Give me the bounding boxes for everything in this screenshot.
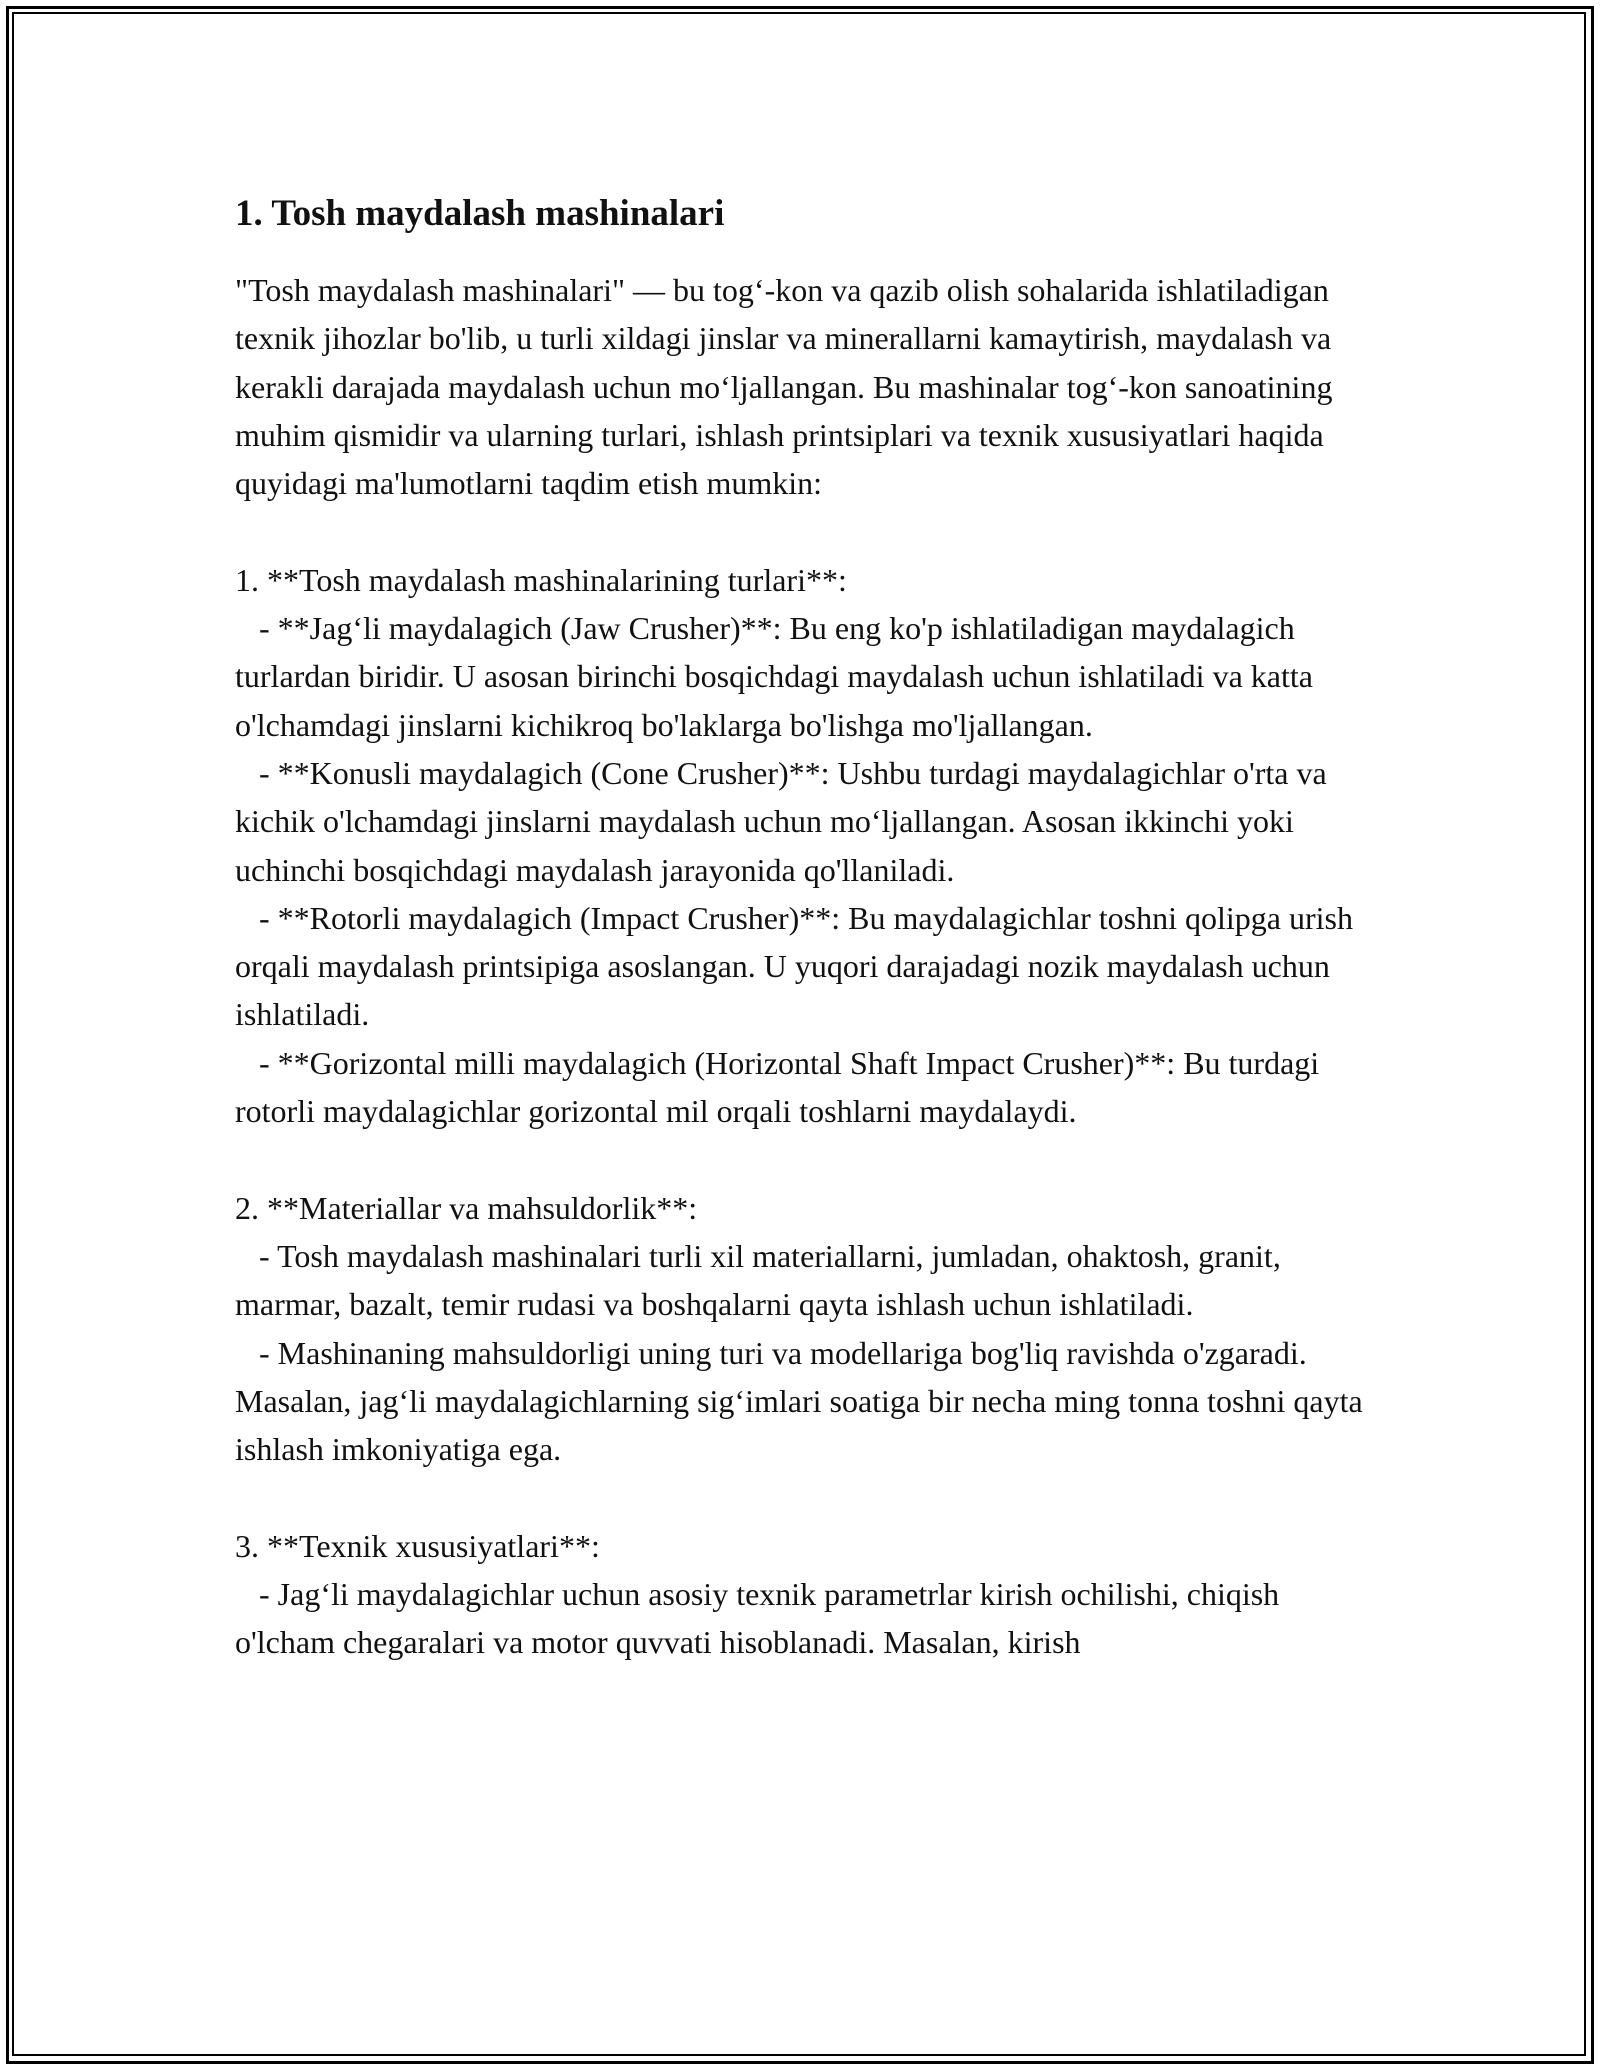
document-heading: 1. Tosh maydalash mashinalari bbox=[235, 193, 725, 234]
document-content bbox=[235, 190, 1385, 1667]
document-body-text: "Tosh maydalash mashinalari" — bu tog‘-kon va qazib olish sohalarida ishlatiladigan texnik jihozlar bo'lib, u turli xildagi jinslar va minerallarni kamaytirish, maydalash va kerakli darajada maydalash uchun mo‘ljallangan. Bu mashinalar tog‘-kon sanoatining muhim qismidir va ularning turlari, ishlash printsiplari va texnik xususiyatlari haqida quyidagi ma'lumotlarni taqdim etish mumkin: 1. **Tosh maydalash mashinalarining turlari**: - **Jag‘li maydalagich (Jaw Crusher)**: Bu eng ko'p ishlatiladigan maydalagich turlardan biridir. U asosan birinchi bosqichdagi maydalash uchun ishlatiladi va katta o'lchamdagi jinslarni kichikroq bo'laklarga bo'lishga mo'ljallangan. - **Konusli maydalagich (Cone Crusher)**: Ushbu turdagi maydalagichlar o'rta va kichik o'lchamdagi jinslarni maydalash uchun mo‘ljallangan. Asosan ikkinchi yoki uchinchi bosqichdagi maydalash jarayonida qo'llaniladi. - **Rotorli maydalagich (Impact Crusher)**: Bu maydalagichlar toshni qolipga urish orqali maydalash printsipiga asoslangan. U yuqori darajadagi nozik maydalash uchun ishlatiladi. - **Gorizontal milli maydalagich (Horizontal Shaft Impact Crusher)**: Bu turdagi rotorli maydalagichlar gorizontal mil orqali toshlarni maydalaydi. 2. **Materiallar va mahsuldorlik**: - Tosh maydalash mashinalari turli xil materiallarni, jumladan, ohaktosh, granit, marmar, bazalt, temir rudasi va boshqalarni qayta ishlash uchun ishlatiladi. - Mashinaning mahsuldorligi uning turi va modellariga bog'liq ravishda o'zgaradi. Masalan, jag‘li maydalagichlarning sig‘imlari soatiga bir necha ming tonna toshni qayta ishlash imkoniyatiga ega. 3. **Texnik xususiyatlari**: - Jag‘li maydalagichlar uchun asosiy texnik parametrlar kirish ochilishi, chiqish o'lcham chegaralari va motor quvvati hisoblanadi. Masalan, kirish bbox=[235, 272, 1363, 1661]
